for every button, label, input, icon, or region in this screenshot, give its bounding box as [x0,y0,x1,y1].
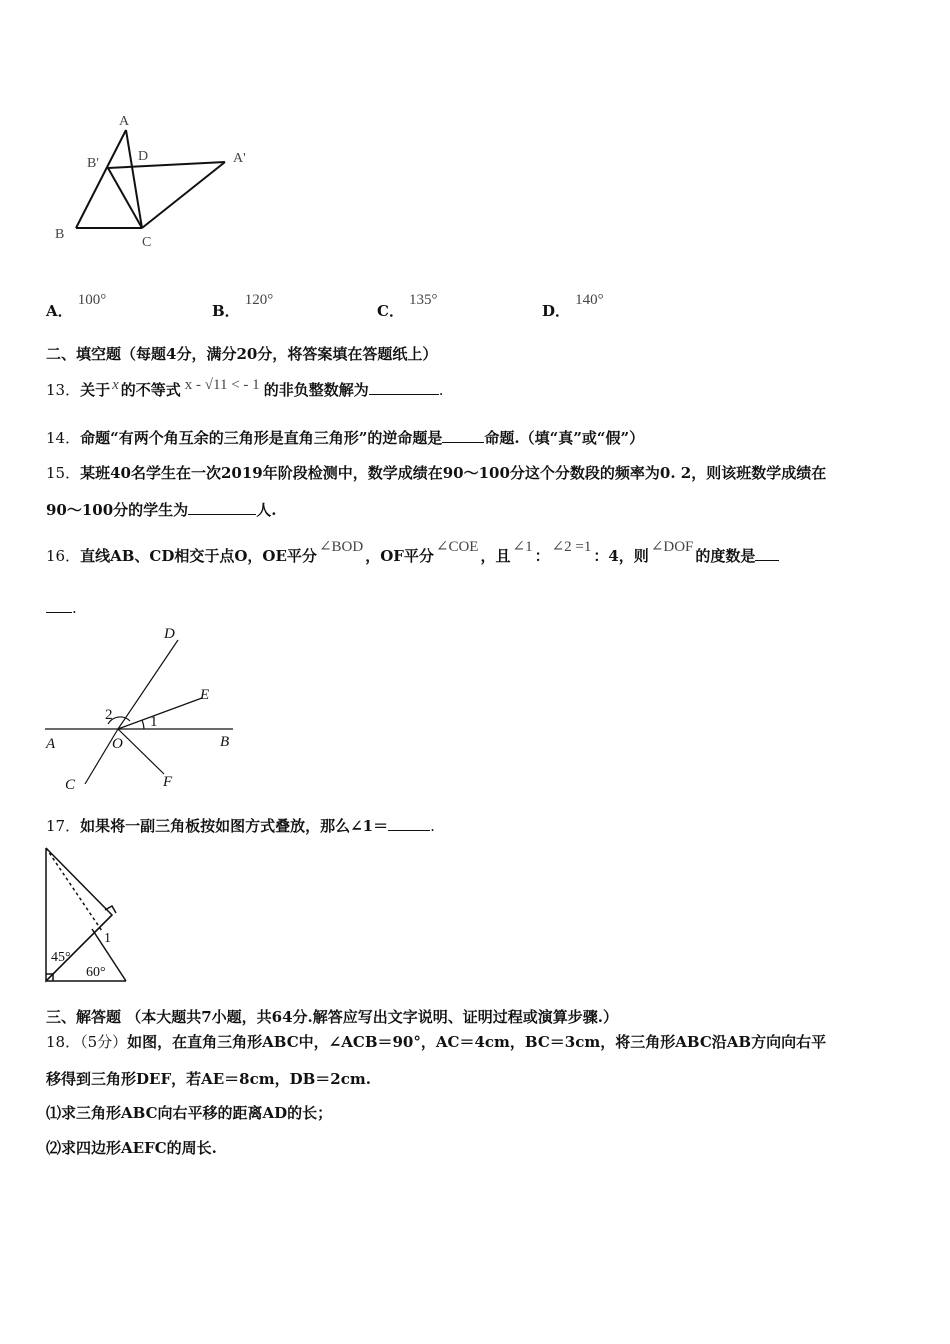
q14-answer-blank[interactable] [442,428,484,443]
q13-prefix: 关于 [80,381,111,399]
q16-line2 [46,598,77,618]
q14-text1: 命题“有两个角互余的三角形是直角三角形”的逆命题是 [80,429,443,447]
fig-label-1: 1 [150,714,158,730]
q16-end: . [72,599,77,617]
q16-t2: ，OF平分 [365,547,434,565]
seg-bp-ap [108,162,225,168]
right-angle-mark [105,906,116,913]
q13-suffix: 的非负整数解为 [263,381,369,399]
q16-answer-blank-1[interactable] [755,546,779,561]
fig-label-f: F [163,774,173,790]
section2-heading: 二、填空题（每题4分，满分20分，将答案填在答题纸上） [46,345,438,363]
q18-part2: ⑵求四边形AEFC的周长. [46,1139,217,1157]
q17-figure [40,843,135,988]
label-d: D [138,149,149,164]
q16-number: 16． [46,547,81,565]
fig-label-b: B [220,734,230,750]
q17-text: 如果将一副三角板按如图方式叠放，那么∠1＝ [80,817,389,835]
option-value: 100° [77,292,107,308]
q13-end: . [438,381,444,399]
q15-text-line1: 某班40名学生在一次2019年阶段检测中，数学成绩在90～100分这个分数段的频率为0. 2，则该班数学成绩在 [80,464,827,482]
q13 [46,377,444,401]
q15-line1 [46,463,826,483]
q17 [46,816,435,836]
q13-inequality: x - √11 < - 1 [184,377,260,393]
q17-number: 17． [46,817,81,835]
q15-answer-blank[interactable] [188,500,256,515]
q13-number: 13． [46,381,81,399]
label-b: B [55,227,65,242]
q13-answer-blank[interactable] [369,380,439,395]
q15-text-line2b: 人. [256,501,277,519]
label-c: C [142,235,152,250]
q16-angle-dof: ∠DOF [650,539,694,555]
q16-t4: ：4，则 [593,547,649,565]
fig-label-60: 60° [86,965,106,980]
q18-line2: 移得到三角形DEF，若AE＝8cm，DB＝2cm. [46,1070,371,1088]
option-letter: B． [212,302,240,320]
q15-number: 15． [46,464,81,482]
q18-part1: ⑴求三角形ABC向右平移的距离AD的长； [46,1104,333,1122]
fig-label-o: O [112,736,123,752]
q17-end: . [430,817,435,835]
fig-label-1: 1 [104,931,111,946]
option-value: 120° [244,292,274,308]
q16-angle2: ∠2 =1 [551,539,592,555]
ray-of [118,729,164,774]
q16-figure [40,622,240,797]
fig-label-2: 2 [105,707,113,723]
option-letter: D． [542,302,571,320]
fig-label-d: D [164,626,175,642]
q14-text2: 命题.（填“真”或“假”） [484,429,645,447]
ray-od [118,640,178,729]
fig-label-c: C [65,777,76,793]
label-a-prime: A' [233,151,246,166]
label-b-prime: B' [87,156,99,171]
fig-label-45: 45° [51,950,71,965]
q14 [46,428,644,448]
q12-figure [50,110,260,255]
q16-t1: 直线AB、CD相交于点O，OE平分 [80,547,317,565]
ray-oe [118,698,202,729]
q12-option-a[interactable] [46,288,107,320]
q16-t3: ，且 [480,547,511,565]
section3-heading: 三、解答题 （本大题共7小题，共64分.解答应写出文字说明、证明过程或演算步骤.） [46,1008,618,1026]
q16-colon: ： [534,547,550,565]
option-letter: A． [46,302,73,320]
q12-option-c[interactable] [377,288,438,320]
q12-option-d[interactable] [542,288,604,320]
q18-text-line1: 如图，在直角三角形ABC中，∠ACB＝90°，AC＝4cm，BC＝3cm，将三角形ABC沿AB方向向右平 [127,1033,827,1051]
fig-label-a: A [46,736,56,752]
q14-number: 14． [46,429,81,447]
option-letter: C． [377,302,404,320]
angle-1-arc [142,720,144,729]
q16-angle-bod: ∠BOD [318,539,364,555]
q15-text-line2a: 90～100分的学生为 [46,501,189,519]
q13-var: x [112,377,119,393]
option-value: 140° [575,292,604,308]
dashed-line [46,848,102,931]
q16-answer-blank-2[interactable] [46,598,72,613]
q13-mid: 的不等式 [120,381,181,399]
label-a: A [119,114,130,129]
fig-label-e: E [200,687,210,703]
seg-ap-c [142,162,225,228]
q17-answer-blank[interactable] [388,816,430,831]
q18-number: 18． [46,1033,81,1051]
q16-line1 [46,539,779,567]
q16-angle-coe: ∠COE [435,539,479,555]
seg-b-a [76,130,126,228]
q18-line1 [46,1032,826,1052]
q12-option-b[interactable] [212,288,274,320]
q18-score: （5分） [80,1033,128,1051]
q15-line2 [46,500,276,520]
option-value: 135° [409,292,438,308]
q16-angle1: ∠1 [512,539,533,555]
q16-t5: 的度数是 [695,547,756,565]
